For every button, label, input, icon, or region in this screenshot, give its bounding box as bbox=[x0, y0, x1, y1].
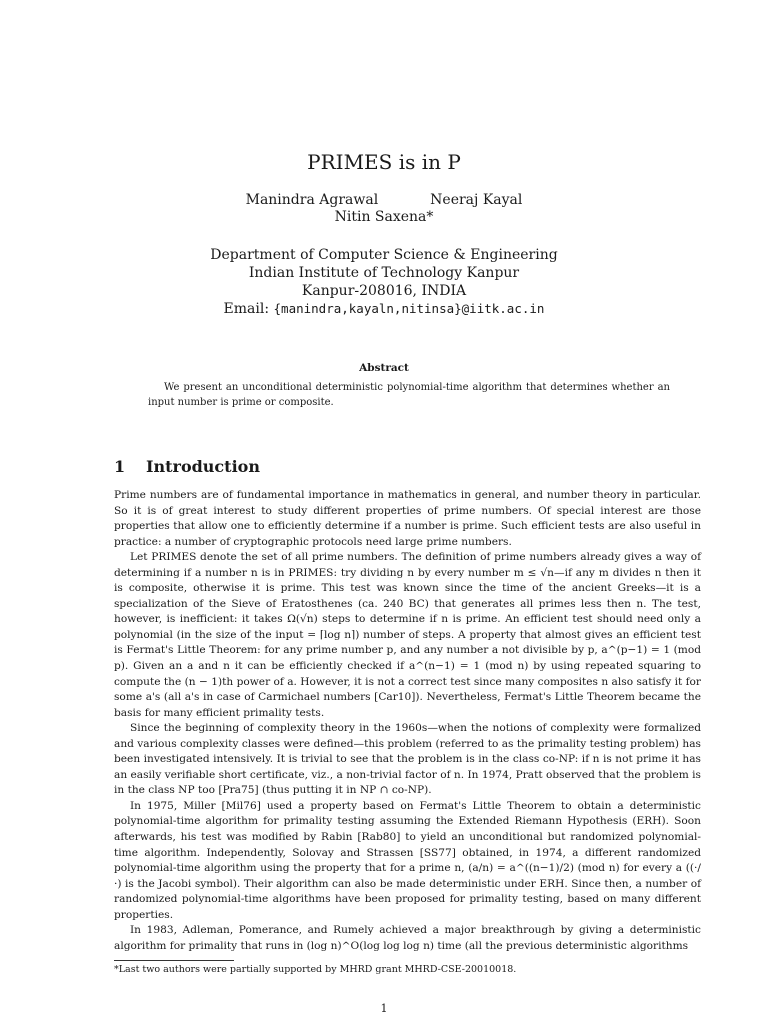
paragraph: In 1983, Adleman, Pomerance, and Rumely achieved a major breakthrough by giving a deterministic algorithm for primality that runs in (log n)^O(log log log n) time (all the previous deterministic algorithms bbox=[114, 924, 701, 952]
paper-title: PRIMES is in P bbox=[307, 150, 461, 174]
email-address: {manindra,kayaln,nitinsa}@iitk.ac.in bbox=[273, 301, 545, 316]
affiliation bbox=[0, 246, 768, 318]
email-line bbox=[0, 300, 768, 318]
affiliation-line: Indian Institute of Technology Kanpur bbox=[248, 265, 520, 281]
paragraph: Prime numbers are of fundamental importance in mathematics in general, and number theory in particular. So it is of great interest to study different properties of prime numbers. Of special interest are those properties that allow one to efficiently determine if a number is prime. Such efficient tests are also useful in practice: a number of cryptographic protocols need large prime numbers. bbox=[114, 489, 701, 548]
paragraph: Since the beginning of complexity theory in the 1960s—when the notions of complexity were formalized and various complexity classes were defined—this problem (referred to as the primality testing problem) has been investigated intensively. It is trivial to see that the problem is in the class co-NP: if n is not prime it has an easily verifiable short certificate, viz., a non-trivial factor of n. In 1974, Pratt observed that the problem is in the class NP too [Pra75] (thus putting it in NP ∩ co-NP). bbox=[114, 722, 701, 797]
section-number: 1 bbox=[114, 457, 126, 476]
author-name: Neeraj Kayal bbox=[430, 192, 523, 208]
footnote-rule bbox=[114, 960, 234, 961]
page-number: 1 bbox=[380, 1002, 388, 1015]
author-list bbox=[0, 192, 768, 226]
author-name: Manindra Agrawal bbox=[245, 192, 379, 208]
section-body bbox=[114, 488, 701, 954]
author-name: Nitin Saxena* bbox=[334, 209, 434, 225]
abstract-text: We present an unconditional deterministic polynomial-time algorithm that determines whether an input number is prime or composite. bbox=[148, 382, 670, 408]
paragraph: In 1975, Miller [Mil76] used a property based on Fermat's Little Theorem to obtain a deterministic polynomial-time algorithm for primality testing assuming the Extended Riemann Hypothesis (ERH). Soon afterwards, his test was modified by Rabin [Rab80] to yield an unconditional but randomized polynomial-time algorithm. Independently, Solovay and Strassen [SS77] obtained, in 1974, a different randomized polynomial-time algorithm using the property that for a prime n, (a/n) = a^((n−1)/2) (mod n) for every a ((·/·) is the Jacobi symbol). Their algorithm can also be made deterministic under ERH. Since then, a number of randomized polynomial-time algorithms have been proposed for primality testing, based on many different properties. bbox=[114, 799, 701, 921]
affiliation-line: Department of Computer Science & Engineering bbox=[210, 247, 558, 263]
affiliation-line: Kanpur-208016, INDIA bbox=[301, 283, 467, 299]
section-title: Introduction bbox=[146, 457, 260, 476]
abstract-heading: Abstract bbox=[359, 362, 409, 374]
email-label: Email: bbox=[223, 301, 274, 317]
paragraph: Let PRIMES denote the set of all prime numbers. The definition of prime numbers already gives a way of determining if a number n is in PRIMES: try dividing n by every number m ≤ √n—if any m divides n then it is composite, otherwise it is prime. This test was known since the time of the ancient Greeks—it is a specialization of the Sieve of Eratosthenes (ca. 240 BC) that generates all primes less then n. The test, however, is inefficient: it takes Ω(√n) steps to determine if n is prime. An efficient test should need only a polynomial (in the size of the input = ⌈log n⌉) number of steps. A property that almost gives an efficient test is Fermat's Little Theorem: for any prime number p, and any number a not divisible by p, a^(p−1) = 1 (mod p). Given an a and n it can be efficiently checked if a^(n−1) = 1 (mod n) by using repeated squaring to compute the (n − 1)th power of a. However, it is not a correct test since many composites n also satisfy it for some a's (all a's in case of Carmichael numbers [Car10]). Nevertheless, Fermat's Little Theorem became the basis for many efficient primality tests. bbox=[114, 551, 701, 719]
footnote: *Last two authors were partially supported by MHRD grant MHRD-CSE-20010018. bbox=[114, 964, 517, 975]
section-heading bbox=[114, 457, 260, 476]
